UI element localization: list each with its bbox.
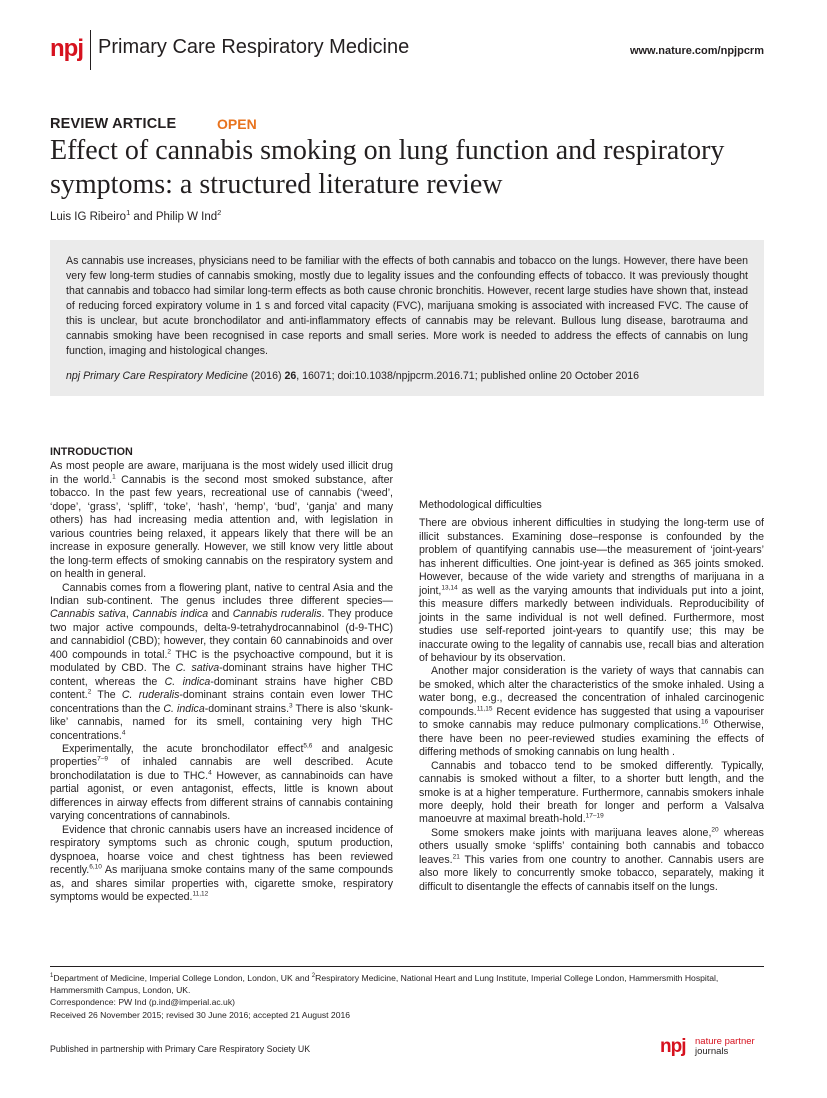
affiliation-marker: 1 [126, 208, 131, 217]
citation-volume: 26 [284, 370, 297, 382]
citation-year: (2016) [247, 370, 285, 382]
abstract-text: As cannabis use increases, physicians need to be familiar with the effects of both cannabis and tobacco on the lungs. However, there have been very few long-term studies of cannabis smoking, mostly due to legality issues and the confounding effects of tobacco. It was previously thought that cannabis and tobacco had similar long-term effects as both cause chronic bronchitis. However, recent large studies have shown that, instead of reducing forced expiratory volume in 1 s and forced vital capacity (FVC), marijuana smoking is associated with increased FVC. The cause of this is unclear, but acute bronchodilator and anti-inflammatory effects of cannabis may be relevant. Bullous lung disease, barotrauma and cannabis smoking have been recognised in case reports and small series. More work is needed to address the effects of cannabis on lung function, imaging and histological changes. [66, 255, 748, 357]
citation-journal: npj Primary Care Respiratory Medicine [66, 370, 248, 382]
received-dates: Received 26 November 2015; revised 30 June 2016; accepted 21 August 2016 [50, 1009, 351, 1020]
abstract-box [50, 240, 764, 396]
reference-marker[interactable]: 4 [208, 769, 212, 777]
reference-marker[interactable]: 21 [452, 853, 460, 861]
author-separator: and [130, 210, 156, 223]
paragraph: Cannabis comes from a flowering plant, native to central Asia and the Indian sub-continent. The genus includes three different species—Cannabis sativa, Cannabis indica and Cannabis ruderalis. They produce two major active compounds, delta-9-tetrahydrocannabinol (d-9-THC) and cannabidiol (CBD); however, they contain 60 cannabinoids and over 400 compounds in total.$^2$ THC is the psychoactive compound, but it is modulated by CBD. The C. sativa-dominant strains have higher THC content, whereas the C. indica-dominant strains have higher CBD content.$^2$ The C. ruderalis-dominant strains contain even lower THC concentrations than the C. indica-dominant strains.$^3$ There is also ‘skunk-like’ cannabis, named for its smell, containing very high THC concentrations.$^4$ [50, 581, 394, 742]
journal-name: Primary Care Respiratory Medicine [98, 36, 410, 58]
reference-marker[interactable]: 4 [121, 728, 126, 736]
reference-marker[interactable]: 13,14 [441, 584, 458, 592]
npj-logo: npj [50, 35, 83, 62]
reference-marker[interactable]: 5,6 [303, 742, 313, 750]
reference-marker[interactable]: 2 [167, 648, 172, 656]
article-title: Effect of cannabis smoking on lung function and respiratory symptoms: a structured literature review [50, 135, 725, 200]
affiliation-marker: 2 [217, 208, 222, 217]
footnote-divider [50, 966, 764, 967]
reference-marker[interactable]: 17–19 [585, 812, 604, 820]
journal-url-link[interactable]: www.nature.com/npjpcrm [629, 45, 764, 57]
reference-marker[interactable]: 20 [711, 826, 719, 834]
nature-partner-journals-logo: nature partner journals [695, 1036, 755, 1057]
author-name: Luis IG Ribeiro [50, 210, 127, 223]
paragraph: Evidence that chronic cannabis users have an increased incidence of respiratory symptoms such as chronic cough, sputum production, dyspnoea, hoarse voice and chest tightness has been reviewed recently.$^{6,10}$ As marijuana smoke contains many of the same compounds as, and shares similar properties with, cigarette smoke, respiratory symptoms would be expected.$^{11,12}$ [50, 823, 393, 903]
citation-line [66, 369, 748, 384]
paragraph: Another major consideration is the variety of ways that cannabis can be smoked, which alter the characteristics of the smoke inhaled. Using a water bong, e.g., decreased the concentration of inhaled carcinogenic compounds.$^{11,15}$ Recent evidence has suggested that using a vapouriser to smoke cannabis may reduce pulmonary complications.$^{16}$ Otherwise, there have been no peer-reviewed studies examining the effects of differing methods of smoking cannabis on lung health . [419, 665, 764, 759]
citation-details: , 16071; doi:10.1038/npjpcrm.2016.71; published online 20 October 2016 [296, 370, 640, 382]
reference-marker[interactable]: 2 [87, 688, 92, 696]
npj-footer-logo: npj [660, 1036, 686, 1057]
reference-marker[interactable]: 3 [289, 702, 293, 710]
paragraph: Experimentally, the acute bronchodilator effect$^{5,6}$ and analgesic properties$^{7-9}$ of inhaled cannabis are well described. Acute bronchodilatation is due to THC.$^4$ However, as cannabinoids can have partial agonist, or even antagonist, effects, little is known about differences in airway effects from different strains of cannabis containing varying concentrations of cannabinols. [50, 742, 393, 823]
footnotes [50, 970, 764, 1021]
paragraph: Cannabis and tobacco tend to be smoked differently. Typically, cannabis is smoked without a filter, to a shorter butt length, and the smoke is at a higher temperature. Furthermore, cannabis smokers inhale more deeply, hold their breath for longer and perform a Valsalva manoeuvre at maximal breath-hold.$^{17-19}$ [419, 759, 764, 826]
paragraph: As most people are aware, marijuana is the most widely used illicit drug in the world.$^1$ Cannabis is the second most smoked substance, after tobacco. In the past few years, recreational use of cannabis (‘weed’, ‘dope’, ‘grass’, ‘spliff’, ‘toke’, ‘hash’, ‘hemp’, ‘bud’, ‘ganja’ and many others) has had increasing media attention and, with legislation in various countries being relaxed, it appears likely that there will be an increase in exposure generally. However, we still know very little about the long-term effects of smoking cannabis on the respiratory system and on health in general. [50, 460, 393, 581]
reference-marker[interactable]: 1 [112, 473, 116, 481]
open-access-label: OPEN [217, 116, 257, 132]
paragraph: There are obvious inherent difficulties in studying the long-term use of illicit substances. Examining dose–response is confounded by the problem of quantifying cannabis use—the measurement of ‘joint-years’ has inherent difficulties. One joint-year is defined as 365 joints smoked. However, because of the wide variety and strengths of marijuana in a joint,$^{13,14}$ as well as the varying amounts that individuals put into a joint, this measure differs markedly between individuals. Reproducibility of joints in the same individual is not well defined. Furthermore, most studies use self-reported joint-years to quantify use; this may be inaccurate owing to the legality of cannabis use, recall bias and alteration of behaviour by its observation. [419, 517, 764, 664]
correspondence: Correspondence: PW Ind (p.ind@imperial.ac.uk) [50, 997, 235, 1008]
reference-marker[interactable]: 6,10 [89, 863, 102, 871]
body-column-right [419, 446, 764, 894]
reference-marker[interactable]: 16 [701, 718, 709, 726]
body-column-left [50, 446, 393, 904]
author-list [50, 208, 221, 223]
paragraph: Some smokers make joints with marijuana leaves alone,$^{20}$ whereas others usually smoke ‘spliffs’ containing both cannabis and tobacco leaves.$^{21}$ This varies from one country to another. Cannabis users are also more likely to concurrently smoke tobacco, separately, making it difficult to disentangle the effects of cannabis itself on the lungs. [419, 826, 764, 893]
reference-marker[interactable]: 11,15 [476, 705, 493, 713]
column-continuation-spacer [419, 446, 764, 485]
section-heading: INTRODUCTION [50, 446, 133, 458]
subsection-heading: Methodological difficulties [419, 499, 542, 511]
reference-marker[interactable]: 11,12 [192, 890, 209, 898]
affiliations: $^1$Department of Medicine, Imperial College London, London, UK and $^2$Respiratory Medicine, National Heart and Lung Institute, Imperial College London, Hammersmith Hospital, Hammersmith Campus, London, UK. [50, 972, 719, 996]
reference-marker[interactable]: 7–9 [97, 755, 108, 763]
published-in-partnership: Published in partnership with Primary Care Respiratory Society UK [50, 1044, 311, 1054]
logo-divider [90, 30, 91, 70]
article-type-label: REVIEW ARTICLE [50, 116, 177, 132]
author-name: Philip W Ind [155, 210, 218, 223]
